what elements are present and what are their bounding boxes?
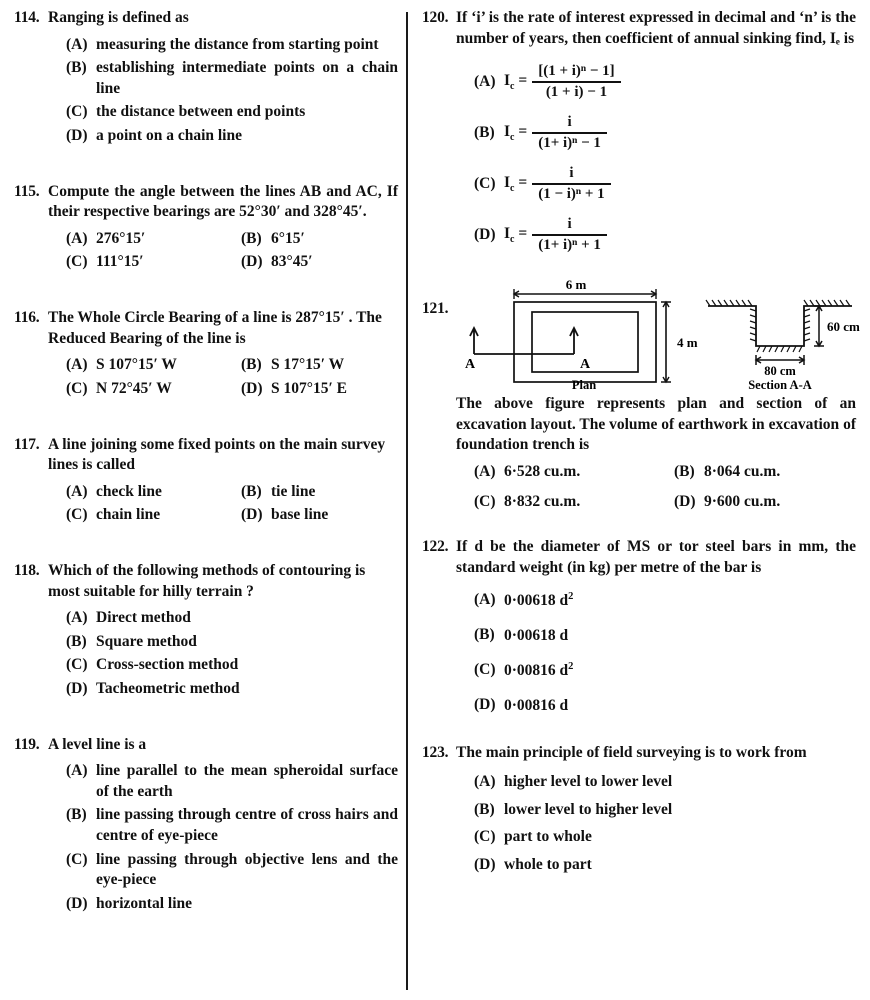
option-b[interactable] bbox=[456, 625, 856, 647]
question-121 bbox=[422, 278, 860, 391]
option-label: (D) bbox=[66, 127, 88, 145]
option-text: lower level to higher level bbox=[504, 800, 673, 818]
option-text: line passing through objective lens and the eye-piece bbox=[96, 850, 398, 889]
option-label: (B) bbox=[66, 59, 87, 77]
options-list bbox=[48, 35, 398, 147]
option-label: (B) bbox=[474, 800, 495, 818]
options-list bbox=[48, 761, 398, 914]
width-label: 6 m bbox=[565, 278, 587, 293]
options-list bbox=[456, 772, 856, 875]
option-row bbox=[48, 482, 398, 506]
question-120 bbox=[422, 8, 856, 265]
option-label: (C) bbox=[66, 850, 88, 868]
question-gap bbox=[14, 278, 398, 308]
section-marker-right: A bbox=[580, 357, 591, 373]
option-a[interactable] bbox=[48, 229, 223, 250]
option-text: 9·600 cu.m. bbox=[704, 492, 781, 510]
question-text: The main principle of field surveying is to work from bbox=[456, 743, 807, 761]
excavation-figure bbox=[456, 278, 870, 390]
figure-svg bbox=[456, 278, 870, 390]
option-text: tie line bbox=[271, 482, 316, 500]
option-a[interactable] bbox=[48, 482, 223, 503]
option-label: (B) bbox=[241, 482, 262, 500]
plan-drawing bbox=[470, 289, 671, 382]
option-label: (D) bbox=[474, 855, 496, 873]
option-label: (B) bbox=[674, 463, 695, 481]
option-row bbox=[48, 379, 398, 403]
question-text: Which of the following methods of contouring is most suitable for hilly terrain ? bbox=[48, 561, 366, 600]
option-label: (A) bbox=[66, 229, 88, 247]
option-text: 8·064 cu.m. bbox=[704, 463, 781, 481]
option-label: (C) bbox=[66, 253, 88, 271]
question-text: The Whole Circle Bearing of a line is 287°15′ . The Reduced Bearing of the line is bbox=[48, 309, 382, 347]
option-c[interactable] bbox=[48, 252, 223, 273]
option-d[interactable] bbox=[656, 492, 856, 513]
option-b[interactable] bbox=[48, 805, 398, 846]
question-number: 118. bbox=[14, 561, 40, 579]
section-arrow-left bbox=[470, 328, 478, 354]
question-number: 115. bbox=[14, 182, 40, 200]
section-arrow-right bbox=[570, 328, 578, 354]
option-text: part to whole bbox=[504, 828, 592, 846]
option-c[interactable] bbox=[456, 827, 856, 848]
option-text: N 72°45′ W bbox=[96, 379, 172, 397]
option-d[interactable] bbox=[48, 679, 398, 700]
question-text: If d be the diameter of MS or tor steel bars in mm, the standard weight (in kg) per metre of the bar is bbox=[456, 538, 856, 576]
plan-caption: Plan bbox=[571, 378, 597, 391]
formula-left-side: $I_c$ = bbox=[504, 174, 528, 195]
formula-left-side: $I_c$ = bbox=[504, 225, 528, 246]
options-list bbox=[456, 462, 856, 515]
question-text: Ranging is defined as bbox=[48, 9, 189, 26]
question-gap bbox=[422, 517, 856, 537]
option-label: (C) bbox=[66, 656, 88, 674]
option-text: Square method bbox=[96, 632, 197, 650]
option-label: (D) bbox=[674, 492, 696, 510]
option-text: base line bbox=[271, 506, 329, 524]
option-label: (B) bbox=[241, 356, 262, 374]
option-label: (B) bbox=[66, 632, 87, 650]
fraction-numerator: i bbox=[567, 216, 572, 233]
fraction-denominator: (1 − i)ⁿ + 1 bbox=[538, 185, 605, 202]
option-text: S 17°15′ W bbox=[271, 356, 345, 374]
fraction bbox=[532, 114, 607, 152]
option-label: (D) bbox=[474, 695, 496, 713]
option-text: chain line bbox=[96, 506, 161, 524]
option-text: whole to part bbox=[504, 855, 592, 873]
option-d[interactable] bbox=[456, 214, 856, 256]
formula-left-side: $I_c$ = bbox=[504, 72, 528, 93]
option-text: 0·00618 d bbox=[504, 627, 569, 645]
option-b[interactable] bbox=[223, 229, 398, 250]
option-text: S 107°15′ E bbox=[271, 379, 348, 397]
question-number-spacer bbox=[422, 394, 456, 395]
question-text: Compute the angle between the lines AB and AC, If their respective bearings are 52°30′ and 328°45′. bbox=[48, 182, 398, 221]
option-label: (D) bbox=[66, 894, 88, 912]
option-a[interactable] bbox=[456, 590, 856, 612]
option-label: (A) bbox=[66, 482, 88, 500]
options-list bbox=[48, 229, 398, 276]
option-a[interactable] bbox=[48, 608, 398, 629]
question-122 bbox=[422, 537, 856, 729]
section-marker-left: A bbox=[465, 357, 476, 373]
option-text: measuring the distance from starting point bbox=[96, 35, 379, 53]
question-119 bbox=[14, 735, 398, 918]
option-label: (D) bbox=[241, 506, 263, 524]
fraction-numerator: i bbox=[569, 165, 574, 182]
question-123 bbox=[422, 743, 856, 883]
fraction-denominator: (1 + i) − 1 bbox=[545, 83, 608, 100]
option-text: 0·00816 d bbox=[504, 696, 569, 714]
option-text: the distance between end points bbox=[96, 103, 306, 121]
fraction-denominator: (1+ i)ⁿ − 1 bbox=[538, 134, 601, 151]
option-label: (A) bbox=[474, 73, 496, 91]
left-column bbox=[14, 8, 406, 992]
option-label: (A) bbox=[474, 773, 496, 791]
question-gap bbox=[14, 405, 398, 435]
option-text: check line bbox=[96, 482, 162, 500]
option-row bbox=[48, 252, 398, 276]
options-list bbox=[456, 590, 856, 716]
fraction-numerator: [(1 + i)ⁿ − 1] bbox=[538, 63, 615, 80]
option-b[interactable] bbox=[456, 112, 856, 154]
option-d[interactable] bbox=[223, 252, 398, 273]
option-d[interactable] bbox=[456, 855, 856, 876]
question-gap bbox=[422, 267, 856, 278]
option-a[interactable] bbox=[456, 462, 656, 483]
options-list bbox=[48, 355, 398, 402]
exponent: 2 bbox=[568, 661, 574, 673]
option-a[interactable] bbox=[48, 355, 223, 376]
question-number: 119. bbox=[14, 735, 40, 753]
fraction bbox=[532, 216, 607, 254]
question-gap bbox=[14, 531, 398, 561]
option-d[interactable] bbox=[48, 894, 398, 915]
option-c[interactable] bbox=[48, 505, 223, 526]
option-label: (D) bbox=[66, 680, 88, 698]
option-label: (B) bbox=[66, 806, 87, 824]
question-114 bbox=[14, 8, 398, 150]
option-text: horizontal line bbox=[96, 894, 193, 912]
option-c[interactable] bbox=[48, 850, 398, 891]
option-label: (C) bbox=[66, 379, 88, 397]
option-text: a point on a chain line bbox=[96, 127, 242, 145]
option-text: S 107°15′ W bbox=[96, 356, 177, 374]
option-c[interactable] bbox=[48, 102, 398, 123]
question-text: If ‘i’ is the rate of interest expressed in decimal and ‘n’ is the number of years, then coefficient of annual sinking find, Iₑ is bbox=[456, 9, 856, 47]
option-label: (A) bbox=[66, 35, 88, 53]
question-gap bbox=[422, 732, 856, 743]
option-row bbox=[48, 505, 398, 529]
options-list bbox=[456, 61, 856, 256]
fraction bbox=[532, 63, 620, 101]
option-d[interactable] bbox=[456, 695, 856, 717]
formula-left-side: $I_c$ = bbox=[504, 123, 528, 144]
option-row bbox=[456, 462, 856, 486]
option-text: line parallel to the mean spheroidal surface of the earth bbox=[96, 762, 398, 800]
option-a[interactable] bbox=[48, 761, 398, 802]
fraction-denominator: (1+ i)ⁿ + 1 bbox=[538, 236, 601, 253]
option-text: establishing intermediate points on a chain line bbox=[96, 59, 398, 97]
question-number: 120. bbox=[422, 9, 449, 26]
option-text: 6°15′ bbox=[271, 229, 305, 247]
depth-label: 60 cm bbox=[827, 319, 860, 335]
option-b[interactable] bbox=[48, 58, 398, 99]
section-caption: Section A-A bbox=[748, 378, 812, 391]
option-text: higher level to lower level bbox=[504, 773, 673, 791]
option-label: (C) bbox=[474, 175, 496, 193]
options-list bbox=[48, 482, 398, 529]
question-number: 114. bbox=[14, 9, 40, 26]
trench-width-label: 80 cm bbox=[764, 364, 796, 379]
option-text: 0·00816 $d^2$ bbox=[504, 661, 574, 680]
question-text: The above figure represents plan and section of an excavation layout. The volume of earthwork in excavation of foundation trench is bbox=[456, 395, 856, 454]
option-label: (C) bbox=[66, 103, 88, 121]
fraction-numerator: i bbox=[567, 114, 572, 131]
question-number: 116. bbox=[14, 309, 40, 327]
question-116 bbox=[14, 308, 398, 402]
option-text: Cross-section method bbox=[96, 656, 239, 674]
option-label: (C) bbox=[474, 492, 496, 510]
question-text: A level line is a bbox=[48, 735, 147, 753]
option-row bbox=[48, 229, 398, 253]
option-label: (A) bbox=[66, 762, 88, 780]
option-text: 111°15′ bbox=[96, 253, 144, 271]
option-a[interactable] bbox=[456, 772, 856, 793]
option-label: (A) bbox=[66, 609, 88, 627]
option-text: 276°15′ bbox=[96, 229, 146, 247]
question-115 bbox=[14, 182, 398, 276]
option-label: (B) bbox=[474, 626, 495, 644]
option-label: (D) bbox=[241, 253, 263, 271]
option-c[interactable] bbox=[456, 492, 656, 513]
right-column bbox=[408, 8, 860, 992]
options-list bbox=[48, 608, 398, 699]
question-number: 122. bbox=[422, 538, 449, 556]
option-text: 83°45′ bbox=[271, 253, 313, 271]
height-label: 4 m bbox=[677, 335, 698, 351]
option-d[interactable] bbox=[223, 379, 398, 400]
question-number: 121. bbox=[422, 300, 449, 318]
fraction bbox=[532, 165, 610, 203]
option-label: (C) bbox=[474, 828, 496, 846]
question-number: 123. bbox=[422, 743, 449, 761]
option-text: Direct method bbox=[96, 609, 191, 627]
option-c[interactable] bbox=[48, 379, 223, 400]
question-118 bbox=[14, 561, 398, 703]
option-label: (B) bbox=[474, 124, 495, 142]
question-text: A line joining some fixed points on the main survey lines is called bbox=[48, 435, 386, 474]
exponent: 2 bbox=[568, 591, 574, 603]
question-gap bbox=[14, 705, 398, 735]
option-b[interactable] bbox=[656, 462, 856, 483]
question-gap bbox=[14, 152, 398, 182]
option-text: 6·528 cu.m. bbox=[504, 463, 581, 481]
option-label: (D) bbox=[241, 379, 263, 397]
option-a[interactable] bbox=[456, 61, 856, 103]
option-d[interactable] bbox=[223, 505, 398, 526]
question-121-body bbox=[422, 394, 856, 515]
option-b[interactable] bbox=[48, 632, 398, 653]
option-label: (A) bbox=[66, 356, 88, 374]
option-text: Tacheometric method bbox=[96, 680, 240, 698]
option-text: 8·832 cu.m. bbox=[504, 492, 581, 510]
option-d[interactable] bbox=[48, 126, 398, 147]
option-label: (A) bbox=[474, 463, 496, 481]
option-text: line passing through centre of cross hairs and centre of eye-piece bbox=[96, 806, 398, 845]
option-label: (D) bbox=[474, 226, 496, 244]
option-a[interactable] bbox=[48, 35, 398, 56]
question-117 bbox=[14, 435, 398, 529]
depth-dimension bbox=[814, 306, 824, 346]
two-column-layout bbox=[14, 8, 860, 992]
option-row bbox=[456, 492, 856, 516]
question-number: 117. bbox=[14, 435, 40, 453]
option-text: 0·00618 $d^2$ bbox=[504, 591, 574, 610]
option-row bbox=[48, 355, 398, 379]
option-label: (A) bbox=[474, 591, 496, 609]
option-b[interactable] bbox=[223, 355, 398, 376]
option-label: (C) bbox=[474, 661, 496, 679]
option-label: (B) bbox=[241, 229, 262, 247]
option-c[interactable] bbox=[48, 655, 398, 676]
option-c[interactable] bbox=[456, 163, 856, 205]
option-c[interactable] bbox=[456, 660, 856, 682]
option-label: (C) bbox=[66, 506, 88, 524]
option-b[interactable] bbox=[223, 482, 398, 503]
option-b[interactable] bbox=[456, 800, 856, 821]
section-drawing bbox=[706, 300, 860, 390]
